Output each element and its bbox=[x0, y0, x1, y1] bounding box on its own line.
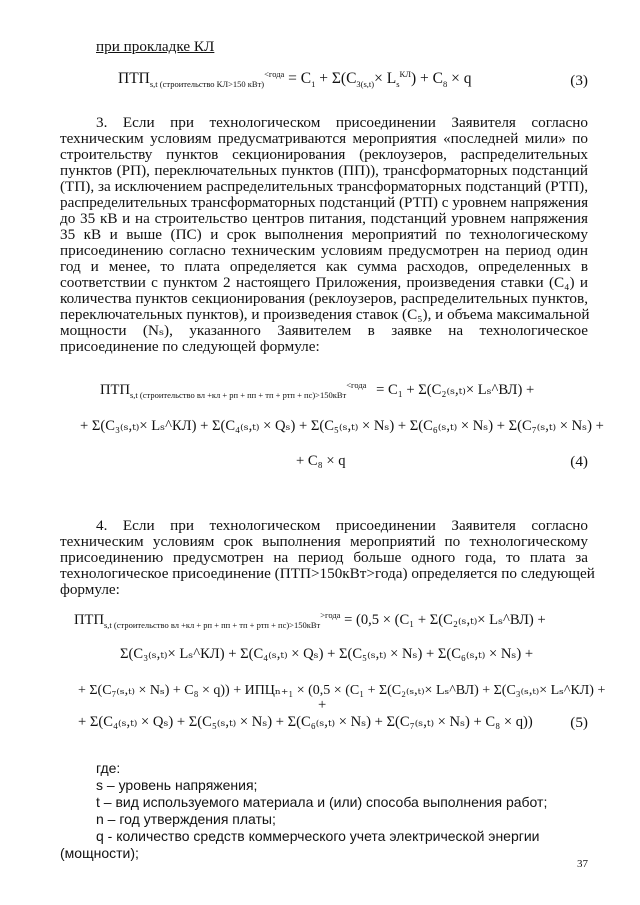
definition-item: s – уровень напряжения; bbox=[96, 777, 258, 793]
paragraph-3-line: до 35 кВ и на строительство центров питания, подстанций уровнем напряжения bbox=[60, 210, 588, 227]
definitions-title: где: bbox=[96, 760, 121, 776]
paragraph-3-line: год и менее, то плата определяется как сумма расходов, определенных в bbox=[60, 258, 588, 275]
formula-3 bbox=[118, 68, 472, 90]
paragraph-3-line: количества пунктов секционирования (реклоузеров, распределительных пунктов, bbox=[60, 290, 588, 307]
formula-3-lhs: ПТП bbox=[118, 70, 150, 87]
paragraph-3-line: распределительных трансформаторных подстанций (РТП) с уровнем напряжения bbox=[60, 194, 589, 211]
section-heading: при прокладке КЛ bbox=[96, 38, 215, 55]
formula-3-lhs-sup: <года bbox=[264, 68, 285, 79]
formula-3-rhs-b: + Σ(C bbox=[315, 70, 357, 87]
formula-3-rhs-a-sub: 1 bbox=[311, 79, 316, 90]
formula-5-plus: + bbox=[318, 697, 327, 713]
paragraph-4-line: техническим условиям срок выполнения мероприятий по технологическому bbox=[60, 533, 588, 550]
definition-item: t – вид используемого материала и (или) способа выполнения работ; bbox=[96, 794, 548, 810]
formula-3-number: (3) bbox=[570, 72, 588, 89]
paragraph-4-line: присоединению предусмотрен на период больше одного года, то плата за bbox=[60, 549, 588, 566]
formula-3-rhs-c-sup: КЛ bbox=[399, 68, 411, 79]
formula-4-line-1 bbox=[100, 382, 534, 399]
formula-4-number: (4) bbox=[570, 453, 588, 470]
formula-4-line-2: + Σ(C₃₍ₛ,ₜ₎× Lₛ^КЛ) + Σ(C₄₍ₛ,ₜ₎ × Qₛ) + Σ(C₅₍ₛ,ₜ₎ × Nₛ) + Σ(C₆₍ₛ,ₜ₎ × Nₛ) + Σ(C₇₍ₛ,ₜ₎ × Nₛ) + bbox=[80, 418, 604, 434]
paragraph-3-line: переключательных пунктов), и произведения ставок (C₅), и объема максимальной bbox=[60, 306, 590, 323]
paragraph-4-last-line: формуле: bbox=[60, 581, 120, 598]
formula-5-lhs-sub: s,t (строительство вл +кл + рп + пп + тп + ртп + пс)>150кВт bbox=[104, 619, 321, 630]
formula-5-line-2: Σ(C₃₍ₛ,ₜ₎× Lₛ^КЛ) + Σ(C₄₍ₛ,ₜ₎ × Qₛ) + Σ(C₅₍ₛ,ₜ₎ × Nₛ) + Σ(C₆₍ₛ,ₜ₎ × Nₛ) + bbox=[120, 646, 534, 662]
paragraph-3-line: 3. Если при технологическом присоединении Заявителя согласно bbox=[96, 114, 588, 131]
formula-3-rhs-a: = C bbox=[288, 70, 312, 87]
formula-4-rhs: = C₁ + Σ(C₂₍ₛ,ₜ₎× Lₛ^ВЛ) + bbox=[376, 382, 535, 398]
formula-3-rhs-c-sub: s bbox=[396, 79, 400, 90]
formula-3-lhs-sub: s,t (строительство КЛ>150 кВт) bbox=[149, 79, 265, 90]
formula-3-rhs-d: ) + C bbox=[410, 70, 443, 87]
formula-5-lhs-sup: >года bbox=[320, 610, 341, 621]
formula-4-lhs-sup: <года bbox=[346, 380, 367, 391]
formula-5-line-1 bbox=[74, 612, 546, 629]
definition-tail: (мощности); bbox=[60, 845, 139, 861]
paragraph-3-line: 35 кВ и выше (ПС) и срок выполнения мероприятий по технологическому bbox=[60, 226, 588, 243]
paragraph-3-line: строительству пунктов секционирования (реклоузеров, распределительных bbox=[60, 146, 588, 163]
paragraph-4-line: технологическое присоединение (ПТП>150кВт>года) определяется по следующей bbox=[60, 565, 595, 582]
formula-5-number: (5) bbox=[570, 714, 588, 731]
paragraph-3-line: пунктов (РП), переключательных пунктов (ПП)), трансформаторных подстанций bbox=[60, 162, 588, 179]
formula-4-lhs-sub: s,t (строительство вл +кл + рп + пп + тп + ртп + пс)>150кВт bbox=[130, 389, 347, 400]
paragraph-3-last-line: присоединение по следующей формуле: bbox=[60, 338, 320, 355]
paragraph-3-line: присоединению согласно техническим условиям предусмотрен на период один bbox=[60, 242, 588, 259]
paragraph-3-line: (ТП), за исключением распределительных трансформаторных подстанций (РТП), bbox=[60, 178, 588, 195]
formula-4-line-3: + C₈ × q bbox=[296, 453, 346, 469]
paragraph-3-line: соответствии с пунктом 2 настоящего Приложения, произведения ставки (C₄) и bbox=[60, 274, 588, 291]
paragraph-4-line: 4. Если при технологическом присоединении Заявителя согласно bbox=[96, 517, 588, 534]
formula-5-rhs: = (0,5 × (C₁ + Σ(C₂₍ₛ,ₜ₎× Lₛ^ВЛ) + bbox=[344, 612, 546, 628]
definition-item: n – год утверждения платы; bbox=[96, 811, 276, 827]
page-number: 37 bbox=[577, 858, 588, 870]
paragraph-3-line: техническим условиям предусматриваются мероприятия «последней мили» по bbox=[60, 130, 588, 147]
definition-item: q - количество средств коммерческого учета электрической энергии bbox=[96, 828, 540, 844]
formula-3-rhs-b-sub: 3(s,t) bbox=[356, 79, 375, 90]
paragraph-3-line: мощности (Nₛ), указанного Заявителем в заявке на технологическое bbox=[60, 322, 588, 339]
formula-5-line-3: + Σ(C₇₍ₛ,ₜ₎ × Nₛ) + C₈ × q)) + ИПЦₙ₊₁ × (0,5 × (C₁ + Σ(C₂₍ₛ,ₜ₎× Lₛ^ВЛ) + Σ(C₃₍ₛ,ₜ₎× Lₛ^КЛ) + bbox=[78, 683, 606, 698]
formula-4-lhs: ПТП bbox=[100, 382, 130, 398]
formula-3-rhs-d-sub: 8 bbox=[442, 79, 448, 90]
formula-3-rhs-e: × q bbox=[447, 70, 472, 87]
formula-5-line-4: + Σ(C₄₍ₛ,ₜ₎ × Qₛ) + Σ(C₅₍ₛ,ₜ₎ × Nₛ) + Σ(C₆₍ₛ,ₜ₎ × Nₛ) + Σ(C₇₍ₛ,ₜ₎ × Nₛ) + C₈ × q)) bbox=[78, 714, 533, 730]
formula-5-lhs: ПТП bbox=[74, 612, 104, 628]
formula-3-rhs-c: × L bbox=[374, 70, 397, 87]
